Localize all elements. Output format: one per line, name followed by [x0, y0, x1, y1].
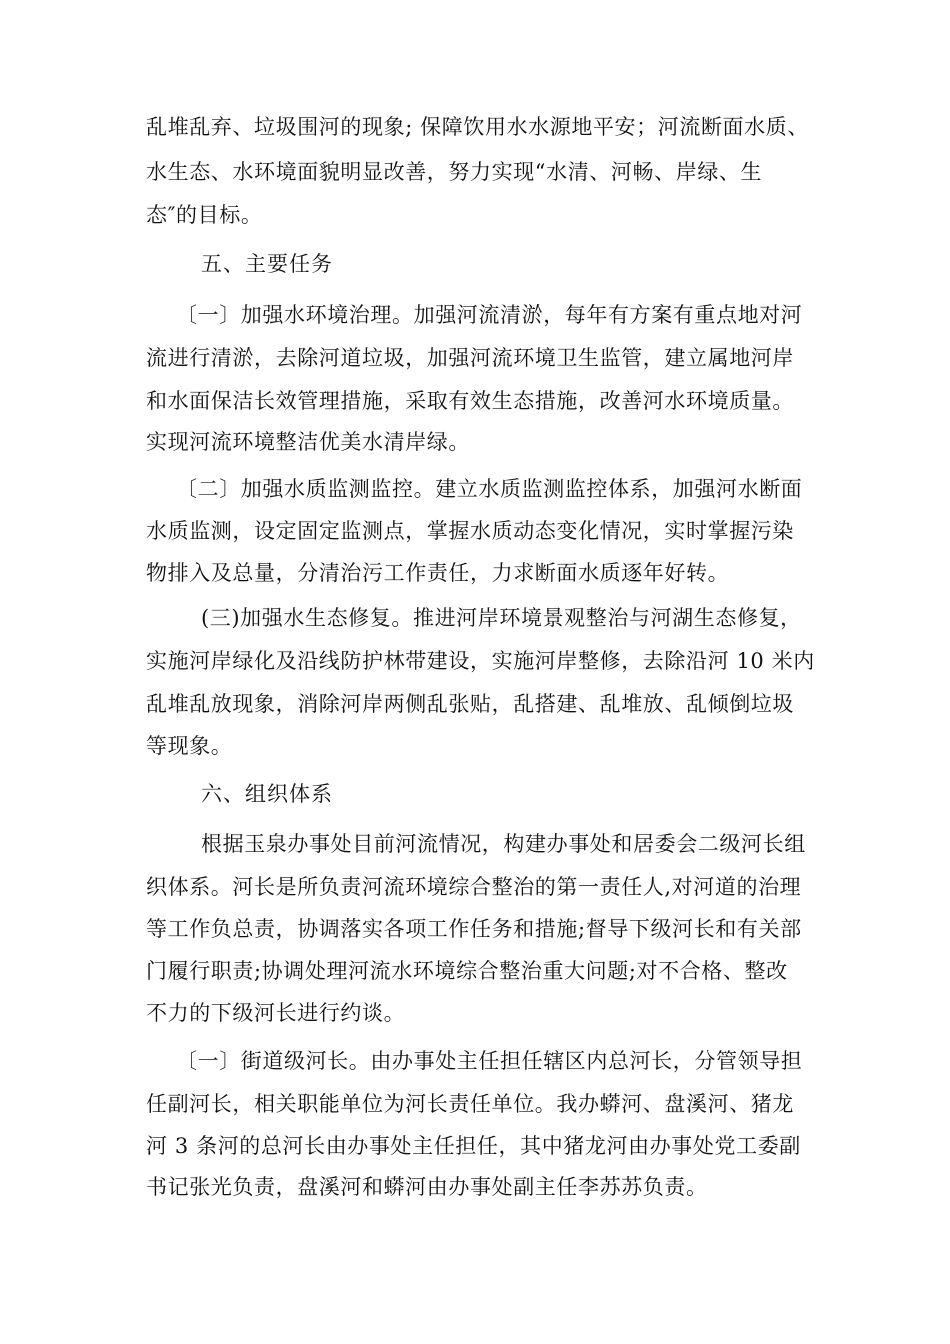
text-line: 水质监测，设定固定监测点，掌握水质动态变化情况，实时掌握污染 [146, 519, 794, 543]
text-line: 〔一〕街道级河长。由办事处主任担任辖区内总河长，分管领导担 [176, 1049, 803, 1073]
text-line: 门履行职责;协调处理河流水环境综合整治重大问题;对不合格、整改 [146, 959, 788, 983]
text-line: 织体系。河长是所负责河流环境综合整治的第一责任人,对河道的治理 [146, 875, 802, 899]
text-line: 任副河长，相关职能单位为河长责任单位。我办蟒河、盘溪河、猪龙 [146, 1092, 794, 1116]
text-line: (三)加强水生态修复。推进河岸环境景观整治与河湖生态修复， [201, 606, 802, 630]
text-line: 水生态、水环境面貌明显改善，努力实现“水清、河畅、岸绿、生 [146, 160, 763, 184]
text-line: 〔二〕加强水质监测监控。建立水质监测监控体系，加强河水断面 [176, 477, 803, 501]
text-line: 实施河岸绿化及沿线防护林带建设，实施河岸整修，去除沿河 10 米内 [146, 649, 815, 673]
text-line: 等工作负总责，协调落实各项工作任务和措施;督导下级河长和有关部 [146, 917, 802, 941]
text-line: 等现象。 [146, 734, 233, 758]
text-line: 实现河流环境整洁优美水清岸绿。 [146, 430, 470, 454]
text-line: 不力的下级河长进行约谈。 [146, 1001, 406, 1025]
text-line: 〔一〕加强水环境治理。加强河流清淤，每年有方案有重点地对河 [176, 303, 803, 327]
text-line: 和水面保洁长效管理措施，采取有效生态措施，改善河水环境质量。 [146, 389, 794, 413]
text-line: 物排入及总量，分清治污工作责任，力求断面水质逐年好转。 [146, 561, 730, 585]
text-line: 态″的目标。 [146, 203, 263, 227]
section-heading: 五、主要任务 [201, 252, 333, 276]
text-line: 乱堆乱弃、垃圾围河的现象; 保障饮用水水源地平安；河流断面水质、 [146, 115, 809, 139]
section-heading: 六、组织体系 [201, 782, 333, 806]
text-line: 根据玉泉办事处目前河流情况，构建办事处和居委会二级河长组 [201, 832, 806, 856]
text-line: 河 3 条河的总河长由办事处主任担任，其中猪龙河由办事处党工委副 [146, 1134, 801, 1158]
text-line: 书记张光负责，盘溪河和蟒河由办事处副主任李苏苏负责。 [146, 1175, 708, 1199]
text-line: 流进行清淤，去除河道垃圾，加强河流环境卫生监管，建立属地河岸 [146, 346, 794, 370]
text-line: 乱堆乱放现象，消除河岸两侧乱张贴，乱搭建、乱堆放、乱倾倒垃圾 [146, 692, 794, 716]
